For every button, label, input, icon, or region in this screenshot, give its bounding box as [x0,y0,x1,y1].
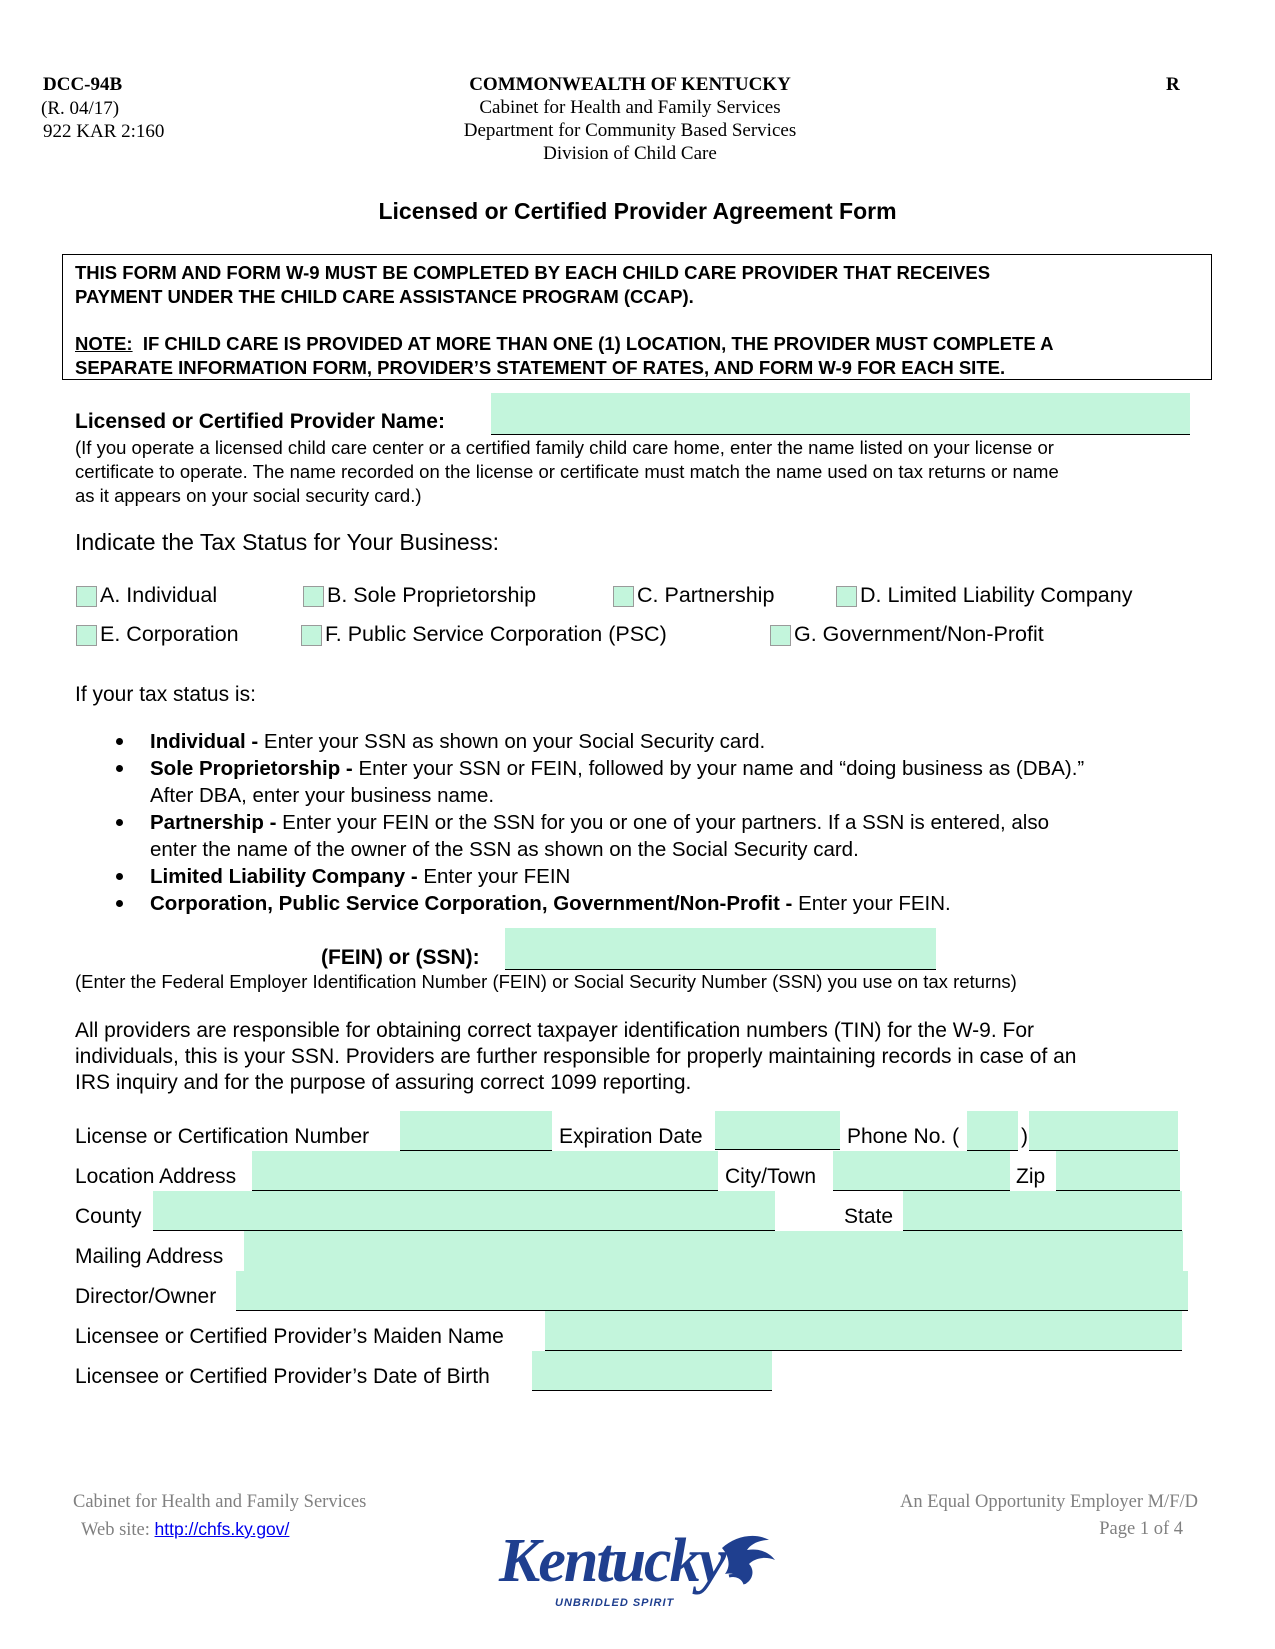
instruction-partnership-cont: enter the name of the owner of the SSN as shown on the Social Security card. [150,838,859,861]
checkbox-government-nonprofit[interactable] [770,625,791,646]
phone-number-field[interactable] [1029,1111,1178,1151]
page-title: Licensed or Certified Provider Agreement Form [378,198,897,224]
form-regulation: 922 KAR 2:160 [43,121,165,142]
provider-name-label: Licensed or Certified Provider Name: [75,410,445,433]
notice-line-1: THIS FORM AND FORM W-9 MUST BE COMPLETED BY EACH CHILD CARE PROVIDER THAT RECEIVES [75,262,991,283]
phone-area-code-field[interactable] [967,1111,1018,1151]
corner-mark: R [1166,74,1180,95]
note-label: NOTE: [75,333,133,354]
bullet [116,873,123,880]
checkbox-llc[interactable] [836,586,857,607]
expiration-label: Expiration Date [559,1125,703,1148]
option-llc-label: D. Limited Liability Company [860,583,1133,607]
mailing-address-field[interactable] [244,1231,1183,1271]
provider-name-help-3: as it appears on your social security card.) [75,485,422,506]
license-number-field[interactable] [400,1111,552,1151]
instruction-sole-proprietorship: Sole Proprietorship - Enter your SSN or FEIN, followed by your name and “doing business as (DBA).” [150,757,1085,780]
county-field[interactable] [153,1191,775,1231]
footer-website: Web site: http://chfs.ky.gov/ [81,1519,290,1540]
notice-line-2: PAYMENT UNDER THE CHILD CARE ASSISTANCE PROGRAM (CCAP). [75,286,694,307]
date-of-birth-label: Licensee or Certified Provider’s Date of Birth [75,1365,490,1388]
provider-name-help-1: (If you operate a licensed child care center or a certified family child care home, enter the name listed on your license or [75,437,1054,458]
checkbox-sole-proprietorship[interactable] [303,586,324,607]
org-cabinet: Cabinet for Health and Family Services [479,97,781,118]
license-number-label: License or Certification Number [75,1125,370,1148]
kentucky-logo [497,1518,787,1618]
responsibility-line-1: All providers are responsible for obtaining correct taxpayer identification numbers (TIN) for the W-9. For [75,1019,1035,1042]
maiden-name-label: Licensee or Certified Provider’s Maiden Name [75,1325,504,1348]
director-owner-field[interactable] [236,1271,1188,1311]
logo-tagline: UNBRIDLED SPIRIT [555,1597,675,1609]
state-label: State [844,1205,894,1228]
tax-status-heading: Indicate the Tax Status for Your Business: [75,529,500,555]
instruction-partnership: Partnership - Enter your FEIN or the SSN for you or one of your partners. If a SSN is entered, also [150,811,1049,834]
instruction-corporation: Corporation, Public Service Corporation, Government/Non-Profit - Enter your FEIN. [150,892,951,915]
notice-box [62,254,1212,380]
option-partnership-label: C. Partnership [637,583,775,607]
logo-wordmark: Kentucky [499,1527,725,1595]
bullet [116,900,123,907]
footer-employer: An Equal Opportunity Employer M/F/D [899,1492,1198,1512]
director-owner-label: Director/Owner [75,1285,217,1308]
instruction-llc: Limited Liability Company - Enter your FEIN [150,865,571,888]
checkbox-individual[interactable] [76,586,97,607]
instruction-sole-proprietorship-cont: After DBA, enter your business name. [150,784,495,807]
provider-name-field[interactable] [491,393,1190,435]
footer-cabinet: Cabinet for Health and Family Services [73,1492,367,1512]
county-label: County [75,1205,142,1228]
notice-note-line-1 [75,332,1199,356]
footer-page-number: Page 1 of 4 [1099,1519,1183,1539]
expiration-field[interactable] [715,1111,840,1149]
tin-help: (Enter the Federal Employer Identification Number (FEIN) or Social Security Number (SSN) you use on tax returns) [75,971,1017,992]
tin-label: (FEIN) or (SSN): [321,946,480,969]
notice-note-line-2: SEPARATE INFORMATION FORM, PROVIDER’S STATEMENT OF RATES, AND FORM W-9 FOR EACH SITE. [75,357,1006,378]
checkbox-psc[interactable] [301,625,322,646]
org-commonwealth: COMMONWEALTH OF KENTUCKY [469,74,791,95]
date-of-birth-field[interactable] [532,1351,772,1391]
option-psc-label: F. Public Service Corporation (PSC) [325,622,667,646]
maiden-name-field[interactable] [545,1311,1182,1351]
instructions-intro: If your tax status is: [75,683,256,706]
option-sole-proprietorship-label: B. Sole Proprietorship [327,583,537,607]
note-text: IF CHILD CARE IS PROVIDED AT MORE THAN ONE (1) LOCATION, THE PROVIDER MUST COMPLETE A [132,333,1054,354]
checkbox-partnership[interactable] [613,586,634,607]
bullet [116,765,123,772]
option-corporation-label: E. Corporation [100,622,239,646]
city-label: City/Town [725,1165,817,1188]
website-link[interactable]: http://chfs.ky.gov/ [154,1519,290,1539]
state-field[interactable] [903,1191,1182,1231]
tin-field[interactable] [505,928,936,970]
form-id: DCC-94B [43,74,123,95]
provider-name-help-2: certificate to operate. The name recorded on the license or certificate must match the name used on tax returns or name [75,461,1059,482]
bullet [116,819,123,826]
zip-label: Zip [1016,1165,1046,1188]
phone-label: Phone No. ( [847,1125,960,1148]
phone-close-paren: ) [1021,1125,1028,1148]
option-government-nonprofit-label: G. Government/Non-Profit [794,622,1044,646]
city-field[interactable] [833,1151,1010,1191]
zip-field[interactable] [1056,1151,1180,1191]
location-address-field[interactable] [252,1151,718,1191]
org-division: Division of Child Care [543,143,717,164]
responsibility-line-2: individuals, this is your SSN. Providers are further responsible for properly maintaining records in case of an [75,1045,1077,1068]
option-individual-label: A. Individual [100,583,218,607]
form-revision: (R. 04/17) [41,98,120,119]
bullet [116,738,123,745]
mailing-address-label: Mailing Address [75,1245,224,1268]
checkbox-corporation[interactable] [76,625,97,646]
instruction-individual: Individual - Enter your SSN as shown on your Social Security card. [150,730,766,753]
responsibility-line-3: IRS inquiry and for the purpose of assuring correct 1099 reporting. [75,1071,692,1094]
location-address-label: Location Address [75,1165,237,1188]
org-department: Department for Community Based Services [463,120,797,141]
